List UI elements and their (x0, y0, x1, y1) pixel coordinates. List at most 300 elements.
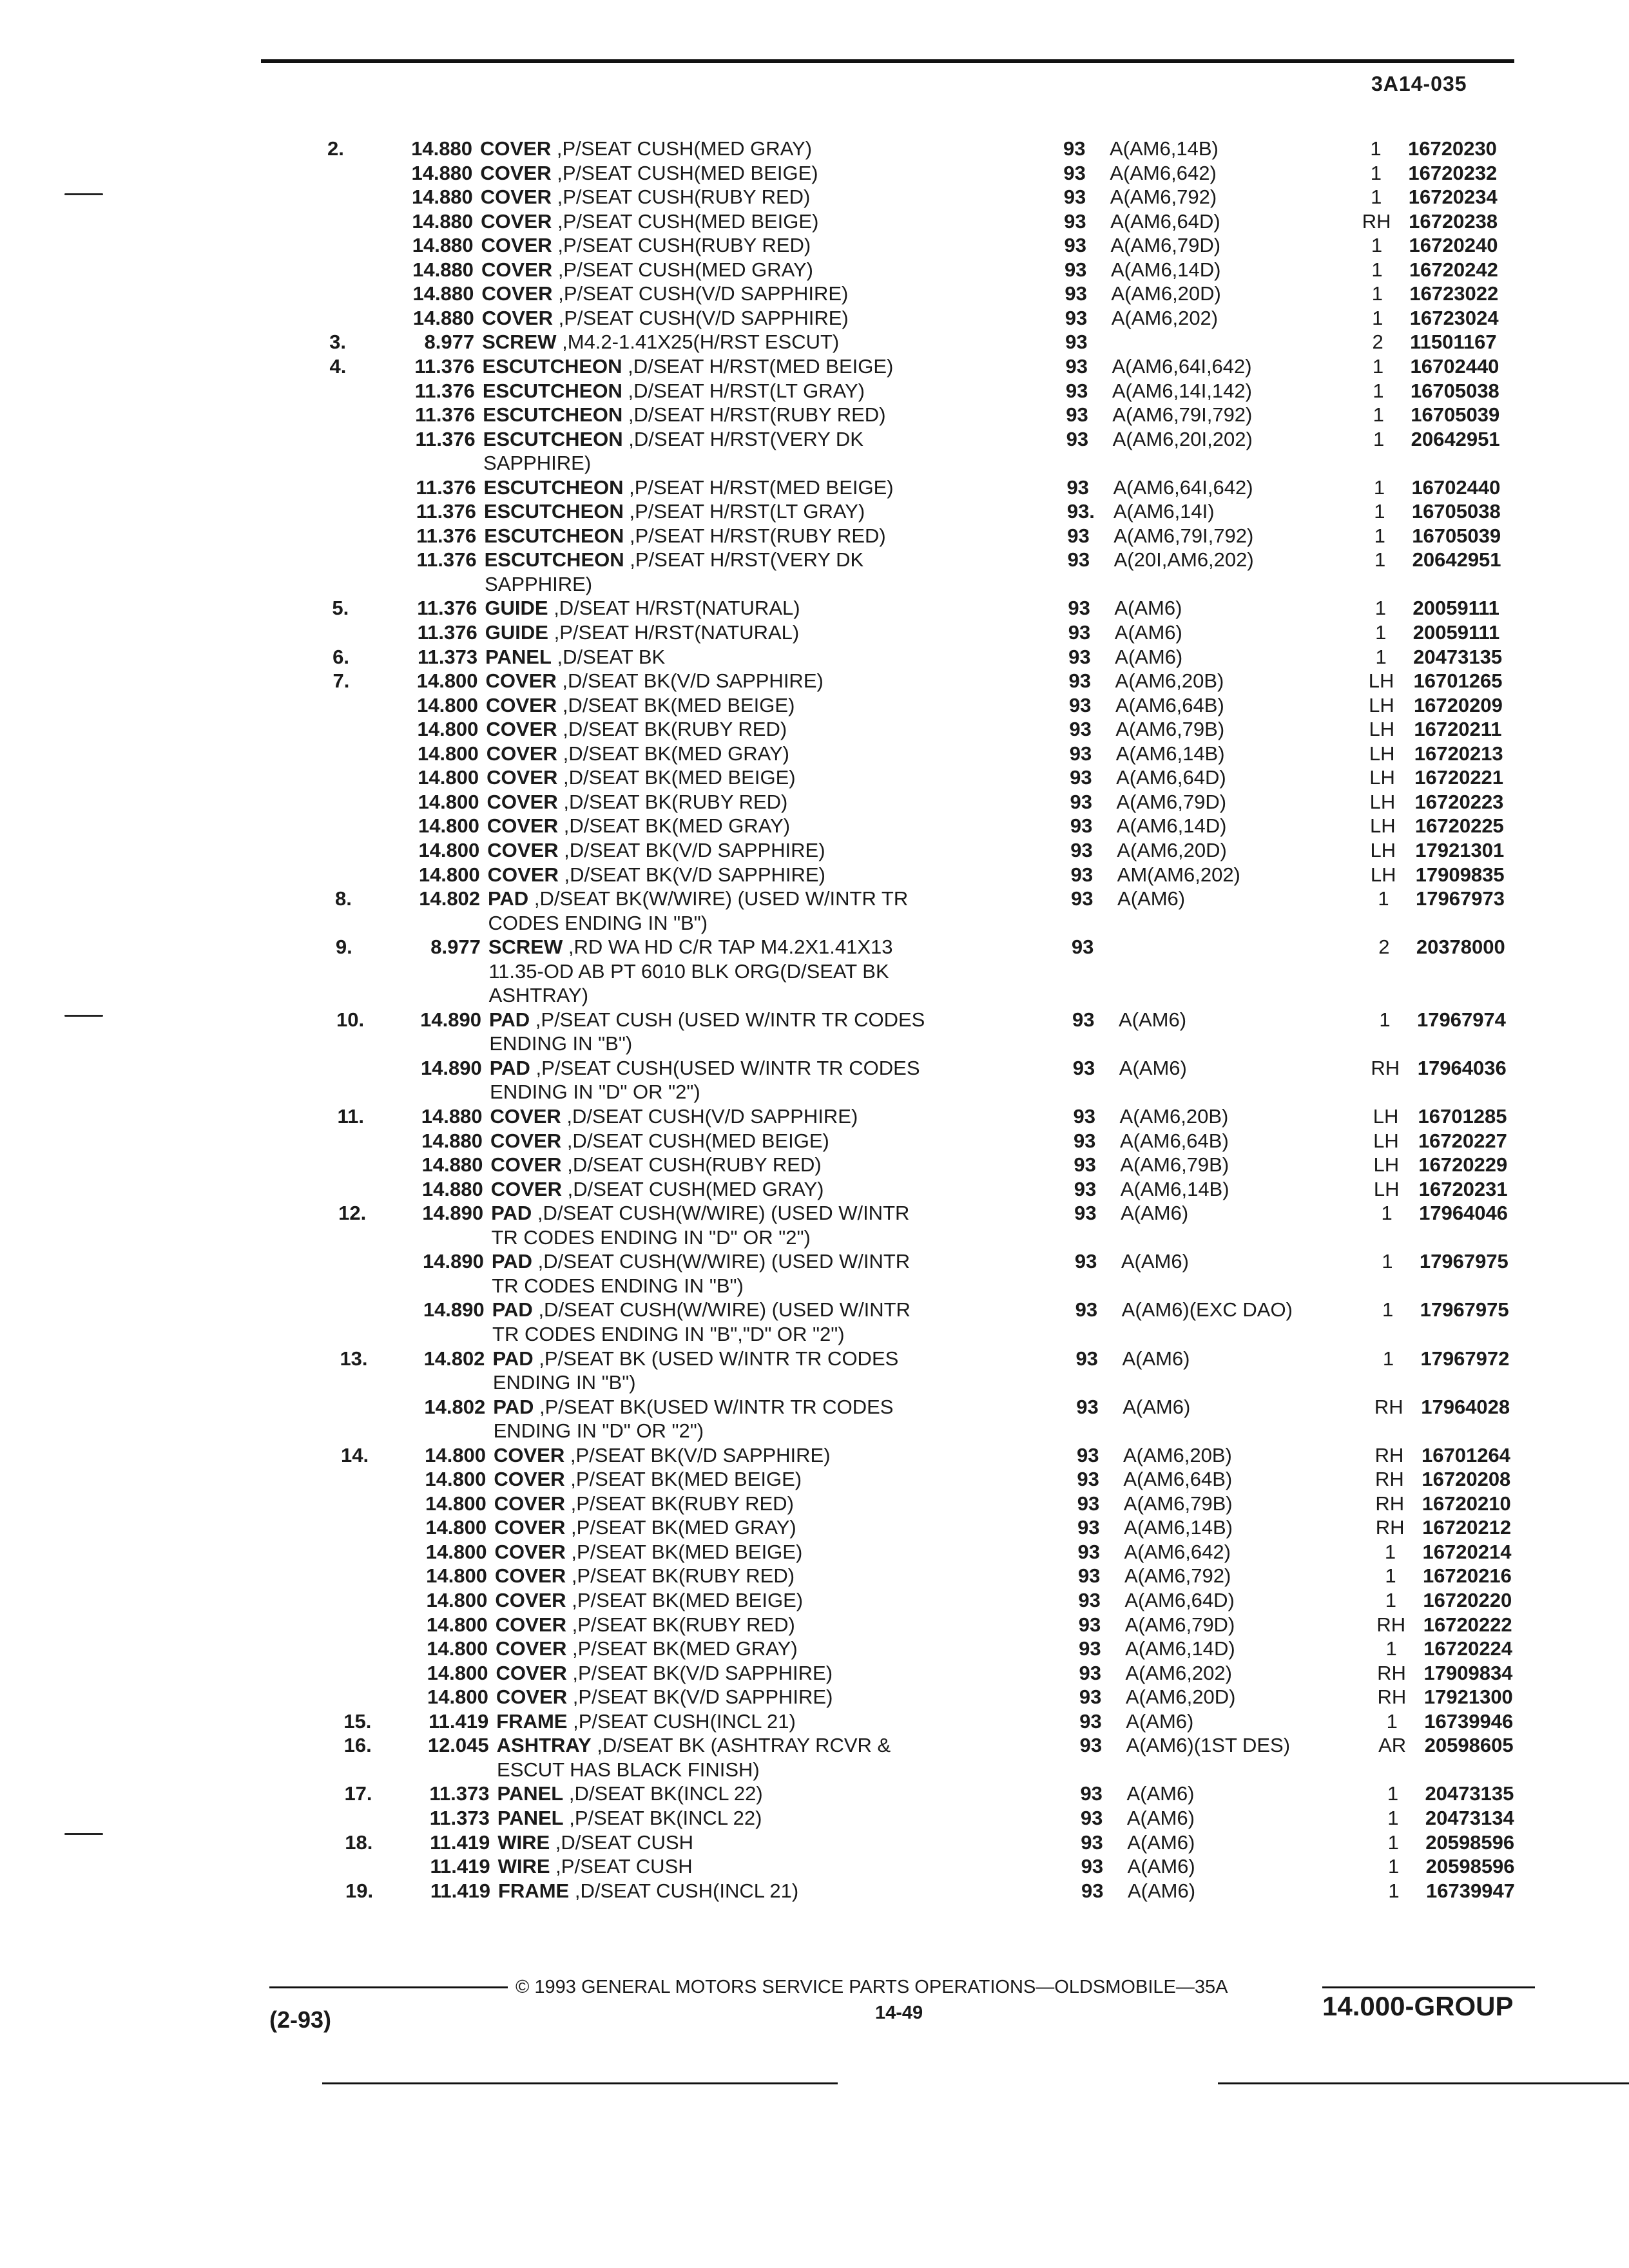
part-description: PAD ,D/SEAT CUSH(W/WIRE) (USED W/INTR (491, 1250, 911, 1273)
part-name: ESCUTCHEON (482, 379, 622, 402)
table-row (0, 1661, 1629, 1685)
item-number: 3. (329, 331, 346, 354)
table-row (0, 765, 1629, 789)
group-number: 14.890 (420, 1008, 481, 1031)
part-name: SCREW (488, 936, 563, 959)
group-number: 14.800 (427, 1637, 488, 1660)
quantity: 2 (1378, 936, 1390, 959)
table-row (0, 1298, 1629, 1321)
application-code: A(AM6,64B) (1115, 693, 1224, 716)
application-code: A(AM6,64B) (1123, 1468, 1233, 1491)
group-number: 14.800 (426, 1589, 488, 1611)
part-description: WIRE ,D/SEAT CUSH (497, 1831, 693, 1854)
part-number: 16720231 (1418, 1177, 1508, 1200)
part-description: ASHTRAY ,D/SEAT BK (ASHTRAY RCVR & (496, 1734, 891, 1757)
application-code: A(AM6,64I,642) (1113, 476, 1253, 499)
table-row (0, 838, 1629, 862)
model-year: 93 (1064, 209, 1086, 233)
group-number: 14.890 (423, 1298, 485, 1321)
model-year: 93 (1068, 597, 1090, 620)
application-code: A(AM6,20D) (1117, 838, 1227, 861)
part-description: ENDING IN "B") (489, 1032, 633, 1055)
part-description: COVER ,D/SEAT BK(MED BEIGE) (485, 693, 795, 716)
model-year: 93 (1070, 838, 1093, 861)
part-number: 16701265 (1413, 669, 1503, 693)
part-description: ESCUTCHEON ,D/SEAT H/RST(RUBY RED) (483, 403, 886, 427)
part-description: COVER ,D/SEAT CUSH(MED BEIGE) (490, 1129, 829, 1152)
quantity: 1 (1382, 1298, 1394, 1321)
part-number: 16720227 (1418, 1129, 1507, 1152)
application-code: A(AM6) (1114, 621, 1182, 644)
group-number: 14.880 (421, 1129, 483, 1152)
part-name: COVER (490, 1153, 562, 1177)
footer-page-number: 14-49 (875, 2003, 923, 2023)
part-description: COVER ,D/SEAT BK(MED BEIGE) (487, 766, 796, 789)
application-code: A(AM6) (1127, 1831, 1195, 1854)
part-description: COVER ,P/SEAT CUSH(V/D SAPPHIRE) (481, 306, 849, 329)
part-number: 20473135 (1425, 1782, 1514, 1805)
quantity: 1 (1372, 306, 1383, 329)
part-name: COVER (495, 1613, 566, 1636)
part-description: COVER ,P/SEAT CUSH(RUBY RED) (481, 234, 811, 257)
group-number: 14.800 (425, 1443, 486, 1466)
table-row (0, 185, 1629, 209)
part-number: 17964028 (1421, 1395, 1510, 1418)
table-row (0, 814, 1629, 838)
table-row (0, 1613, 1629, 1637)
table-row (0, 1492, 1629, 1515)
application-code: A(AM6) (1119, 1008, 1187, 1031)
table-row (0, 887, 1629, 910)
model-year: 93 (1065, 354, 1088, 378)
part-number: 16720230 (1408, 137, 1497, 160)
part-number: 16720208 (1422, 1468, 1511, 1491)
item-number: 2. (327, 137, 344, 160)
group-number: 11.419 (430, 1831, 490, 1854)
part-name: ESCUTCHEON (484, 524, 624, 547)
model-year: 93 (1079, 1734, 1103, 1757)
item-number: 9. (335, 936, 352, 959)
application-code: A(AM6,64D) (1124, 1589, 1235, 1611)
part-name: COVER (490, 1177, 562, 1200)
quantity: 1 (1371, 186, 1382, 209)
model-year: 93 (1065, 331, 1088, 354)
part-number: 17964036 (1417, 1056, 1507, 1079)
part-number: 20473134 (1425, 1806, 1514, 1829)
quantity: 1 (1382, 1347, 1394, 1370)
model-year: 93 (1070, 766, 1092, 789)
model-year: 93 (1071, 936, 1094, 959)
part-name: COVER (480, 161, 552, 184)
group-number: 14.802 (424, 1395, 486, 1418)
quantity: 1 (1371, 282, 1383, 305)
item-number: 4. (329, 354, 347, 378)
table-row (0, 790, 1629, 814)
part-description: WIRE ,P/SEAT CUSH (497, 1855, 693, 1878)
part-number: 16720242 (1409, 258, 1498, 281)
part-name: GUIDE (485, 621, 548, 644)
table-row (0, 354, 1629, 378)
model-year: 93 (1079, 1709, 1102, 1733)
model-year: 93 (1077, 1443, 1099, 1466)
item-number: 5. (332, 597, 349, 620)
group-number: 11.419 (430, 1855, 490, 1878)
part-description: COVER ,P/SEAT BK(V/D SAPPHIRE) (496, 1686, 833, 1709)
group-number: 11.376 (416, 476, 476, 499)
application-code: A(AM6) (1123, 1395, 1191, 1418)
part-description: COVER ,D/SEAT BK(V/D SAPPHIRE) (487, 863, 825, 886)
part-description: PANEL ,D/SEAT BK(INCL 22) (497, 1782, 763, 1805)
part-number: 16720224 (1423, 1637, 1513, 1660)
quantity: 1 (1374, 500, 1385, 523)
part-description: GUIDE ,P/SEAT H/RST(NATURAL) (485, 621, 800, 644)
part-description: COVER ,D/SEAT BK(RUBY RED) (486, 718, 787, 741)
application-code: A(AM6)(EXC DAO) (1121, 1298, 1293, 1321)
group-number: 11.376 (417, 597, 477, 620)
application-code: A(AM6,79B) (1120, 1153, 1229, 1177)
part-description: COVER ,D/SEAT BK(V/D SAPPHIRE) (485, 669, 824, 693)
quantity: 1 (1387, 1782, 1399, 1805)
model-year: 93 (1064, 234, 1087, 257)
model-year: 93 (1068, 621, 1091, 644)
model-year: 93 (1066, 427, 1089, 450)
quantity: RH (1376, 1613, 1406, 1636)
table-row (0, 742, 1629, 765)
part-description: COVER ,P/SEAT BK(RUBY RED) (494, 1492, 794, 1515)
part-number: 20598605 (1424, 1734, 1514, 1757)
part-description: CODES ENDING IN "B") (488, 911, 708, 934)
group-number: 14.800 (425, 1468, 487, 1491)
application-code: A(20I,AM6,202) (1113, 548, 1254, 572)
part-name: WIRE (497, 1855, 550, 1878)
application-code: A(AM6,20B) (1119, 1105, 1229, 1128)
application-code: A(AM6,20B) (1115, 669, 1224, 693)
table-row (0, 1201, 1629, 1225)
part-name: ASHTRAY (496, 1734, 592, 1757)
quantity: 1 (1371, 234, 1383, 257)
part-number: 16701264 (1422, 1443, 1510, 1466)
part-name: PAD (492, 1298, 533, 1321)
table-row (0, 1419, 1629, 1443)
part-number: 11501167 (1410, 331, 1497, 354)
part-description: COVER ,P/SEAT BK(MED GRAY) (494, 1516, 796, 1539)
footer-rule-left (269, 1986, 508, 1988)
part-number: 16720238 (1409, 209, 1498, 233)
model-year: 93 (1065, 282, 1087, 305)
model-year: 93 (1072, 1008, 1095, 1031)
group-number: 8.977 (424, 331, 475, 354)
model-year: 93 (1069, 718, 1092, 741)
table-row (0, 693, 1629, 717)
part-description: FRAME ,P/SEAT CUSH(INCL 21) (496, 1709, 796, 1733)
part-name: COVER (496, 1637, 567, 1660)
part-name: COVER (490, 1129, 562, 1152)
application-code: A(AM6,14D) (1110, 258, 1221, 281)
item-number: 10. (336, 1008, 365, 1031)
part-number: 17967975 (1420, 1298, 1509, 1321)
quantity: LH (1369, 718, 1395, 741)
part-number: 17967973 (1416, 887, 1505, 910)
part-number: 20059111 (1412, 621, 1500, 644)
part-name: COVER (481, 282, 553, 305)
part-number: 17967974 (1417, 1008, 1506, 1031)
table-row (0, 137, 1629, 160)
table-row (0, 645, 1629, 669)
quantity: 1 (1374, 524, 1385, 547)
quantity: 1 (1370, 161, 1382, 184)
part-name: COVER (485, 693, 557, 716)
part-number: 16723022 (1409, 282, 1499, 305)
quantity: LH (1369, 790, 1396, 813)
group-number: 14.800 (427, 1686, 488, 1709)
quantity: 1 (1382, 1250, 1393, 1273)
table-row (0, 911, 1629, 935)
model-year: 93 (1075, 1347, 1098, 1370)
part-description: TR CODES ENDING IN "D" OR "2") (491, 1225, 811, 1249)
quantity: RH (1375, 1516, 1405, 1539)
part-name: COVER (487, 790, 558, 813)
group-number: 14.880 (411, 186, 473, 209)
application-code: A(AM6,64I,642) (1112, 354, 1252, 378)
part-number: 20059111 (1412, 597, 1499, 620)
part-description: PAD ,P/SEAT BK(USED W/INTR TR CODES (493, 1395, 894, 1418)
table-row (0, 548, 1629, 572)
part-number: 16723024 (1409, 306, 1499, 329)
model-year: 93 (1081, 1879, 1104, 1902)
part-description: COVER ,P/SEAT BK(RUBY RED) (495, 1613, 795, 1636)
part-description: COVER ,P/SEAT BK(MED GRAY) (496, 1637, 798, 1660)
model-year: 93 (1071, 887, 1094, 910)
table-row (0, 258, 1629, 282)
model-year: 93 (1079, 1661, 1101, 1684)
application-code: A(AM6,14B) (1110, 137, 1219, 160)
table-row (0, 669, 1629, 693)
part-description: ESCUTCHEON ,P/SEAT H/RST(VERY DK (484, 548, 864, 572)
group-number: 14.800 (418, 790, 479, 813)
quantity: 1 (1373, 427, 1385, 450)
part-description: COVER ,D/SEAT CUSH(MED GRAY) (490, 1177, 824, 1200)
application-code: A(AM6)(1ST DES) (1126, 1734, 1291, 1757)
table-row (0, 983, 1629, 1007)
application-code: A(AM6,202) (1111, 306, 1219, 329)
part-name: COVER (494, 1492, 566, 1515)
part-number: 16720211 (1414, 718, 1502, 741)
quantity: 1 (1385, 1637, 1397, 1660)
part-name: COVER (480, 137, 552, 160)
part-description: SCREW ,M4.2-1.41X25(H/RST ESCUT) (482, 331, 840, 354)
part-description: COVER ,D/SEAT BK(MED GRAY) (487, 814, 791, 838)
part-name: PAD (489, 1056, 530, 1079)
application-code: A(AM6,64D) (1110, 209, 1220, 233)
part-description: PAD ,D/SEAT CUSH(W/WIRE) (USED W/INTR (491, 1202, 910, 1225)
model-year: 93 (1063, 161, 1086, 184)
bottom-rule (322, 2082, 838, 2084)
table-row (0, 1685, 1629, 1709)
part-number: 16720232 (1408, 161, 1498, 184)
part-name: COVER (481, 258, 553, 281)
table-row (0, 1854, 1629, 1878)
part-number: 20473135 (1413, 645, 1503, 668)
part-number: 17921301 (1415, 838, 1505, 861)
application-code: A(AM6,14I) (1113, 500, 1215, 523)
table-row (0, 959, 1629, 983)
item-number: 13. (340, 1347, 368, 1370)
part-number: 17909835 (1415, 863, 1505, 886)
part-name: COVER (485, 669, 557, 693)
table-row (0, 1370, 1629, 1394)
model-year: 93 (1068, 669, 1092, 693)
group-number: 14.800 (417, 718, 479, 741)
model-year: 93 (1080, 1806, 1103, 1829)
model-year: 93 (1068, 693, 1092, 716)
model-year: 93 (1063, 186, 1086, 209)
part-description: COVER ,P/SEAT BK(MED BEIGE) (494, 1468, 802, 1491)
part-number: 17967972 (1420, 1347, 1510, 1370)
application-code: A(AM6,14D) (1116, 814, 1227, 838)
footer-date-code: (2-93) (269, 2006, 332, 2033)
quantity: LH (1368, 669, 1394, 693)
group-number: 14.802 (419, 887, 481, 910)
model-year: 93 (1073, 1105, 1096, 1128)
quantity: LH (1373, 1105, 1399, 1128)
quantity: RH (1375, 1492, 1405, 1515)
group-number: 14.800 (427, 1661, 488, 1684)
model-year: 93 (1074, 1202, 1097, 1225)
part-number: 16720222 (1423, 1613, 1512, 1636)
group-number: 14.800 (417, 742, 479, 765)
item-number: 19. (345, 1879, 374, 1902)
application-code: A(AM6) (1121, 1202, 1189, 1225)
part-description: COVER ,D/SEAT CUSH(V/D SAPPHIRE) (490, 1105, 858, 1128)
part-description: COVER ,D/SEAT BK(V/D SAPPHIRE) (487, 838, 825, 861)
part-description: PAD ,D/SEAT BK(W/WIRE) (USED W/INTR TR (488, 887, 909, 910)
group-number: 14.800 (426, 1564, 487, 1588)
table-row (0, 596, 1629, 620)
model-year: 93 (1070, 863, 1094, 886)
part-description: COVER ,P/SEAT CUSH(MED BEIGE) (480, 161, 818, 184)
group-number: 14.880 (411, 161, 473, 184)
item-number: 6. (333, 645, 350, 668)
part-name: COVER (487, 838, 559, 861)
group-number: 14.880 (421, 1177, 483, 1200)
part-number: 16702440 (1411, 476, 1501, 499)
table-row (0, 476, 1629, 499)
part-number: 17964046 (1419, 1202, 1509, 1225)
model-year: 93 (1079, 1686, 1102, 1709)
table-row (0, 935, 1629, 959)
quantity: RH (1374, 1468, 1404, 1491)
part-description: ESCUTCHEON ,P/SEAT H/RST(MED BEIGE) (483, 476, 894, 499)
part-description: PAD ,P/SEAT CUSH(USED W/INTR TR CODES (489, 1056, 920, 1079)
part-number: 16739947 (1426, 1879, 1515, 1902)
model-year: 93 (1077, 1540, 1101, 1563)
part-name: COVER (496, 1686, 568, 1709)
part-number: 16720216 (1422, 1564, 1512, 1588)
part-number: 16705039 (1411, 403, 1500, 427)
part-description: COVER ,P/SEAT CUSH(V/D SAPPHIRE) (481, 282, 849, 305)
application-code: A(AM6) (1119, 1056, 1187, 1079)
item-number: 11. (337, 1105, 364, 1128)
part-description: ASHTRAY) (488, 984, 589, 1007)
item-number: 17. (344, 1782, 372, 1805)
part-name: PANEL (497, 1782, 564, 1805)
model-year: 93 (1073, 1129, 1096, 1152)
table-row (0, 1347, 1629, 1370)
quantity: 1 (1384, 1540, 1396, 1563)
table-row (0, 1056, 1629, 1080)
application-code: A(AM6) (1115, 645, 1183, 668)
part-description: TR CODES ENDING IN "B","D" OR "2") (492, 1322, 845, 1345)
group-number: 11.419 (429, 1709, 489, 1733)
group-number: 12.045 (427, 1734, 489, 1757)
application-code: A(AM6,79B) (1115, 718, 1225, 741)
part-number: 16720213 (1414, 742, 1503, 765)
application-code: A(AM6) (1122, 1347, 1190, 1370)
quantity: LH (1370, 863, 1396, 886)
table-row (0, 1104, 1629, 1128)
application-code: A(AM6,79B) (1123, 1492, 1233, 1515)
quantity: 1 (1373, 476, 1385, 499)
part-number: 16720225 (1414, 814, 1504, 838)
application-code: A(AM6) (1128, 1879, 1196, 1902)
quantity: RH (1371, 1056, 1400, 1079)
quantity: LH (1370, 814, 1396, 838)
table-row (0, 717, 1629, 741)
bottom-rule-right (1218, 2082, 1629, 2084)
quantity: LH (1370, 838, 1396, 861)
part-name: COVER (494, 1564, 566, 1588)
part-name: WIRE (497, 1831, 550, 1854)
table-row (0, 620, 1629, 644)
group-number: 11.373 (418, 645, 478, 668)
part-name: COVER (486, 718, 557, 741)
group-number: 14.800 (418, 766, 479, 789)
application-code: A(AM6) (1127, 1855, 1195, 1878)
application-code: A(AM6) (1126, 1709, 1194, 1733)
group-number: 11.376 (416, 500, 476, 523)
model-year: 93 (1074, 1177, 1097, 1200)
part-description: ESCUTCHEON ,D/SEAT H/RST(LT GRAY) (482, 379, 865, 402)
part-number: 16701285 (1418, 1105, 1507, 1128)
part-description: ENDING IN "B") (492, 1371, 636, 1394)
part-number: 16720240 (1409, 234, 1498, 257)
group-number: 11.376 (415, 427, 476, 450)
quantity: 1 (1387, 1831, 1399, 1854)
part-description: COVER ,P/SEAT BK(MED BEIGE) (494, 1540, 803, 1563)
quantity: 1 (1373, 403, 1384, 427)
part-number: 16720209 (1413, 693, 1503, 716)
part-name: COVER (481, 306, 553, 329)
part-description: ESCUT HAS BLACK FINISH) (497, 1758, 760, 1781)
application-code: AM(AM6,202) (1117, 863, 1240, 886)
table-row (0, 209, 1629, 233)
quantity: 1 (1374, 597, 1386, 620)
application-code: A(AM6,14B) (1120, 1177, 1229, 1200)
part-name: SCREW (482, 331, 557, 354)
quantity: 1 (1370, 137, 1382, 160)
part-name: FRAME (498, 1879, 570, 1902)
application-code: A(AM6,642) (1110, 161, 1217, 184)
group-number: 14.800 (418, 838, 480, 861)
quantity: RH (1362, 209, 1391, 233)
table-row (0, 330, 1629, 354)
part-number: 16705038 (1411, 500, 1501, 523)
part-description: COVER ,D/SEAT BK(RUBY RED) (487, 790, 788, 813)
table-row (0, 1709, 1629, 1733)
table-row (0, 306, 1629, 330)
part-description: PAD ,P/SEAT CUSH (USED W/INTR TR CODES (489, 1008, 925, 1031)
table-row (0, 1177, 1629, 1201)
